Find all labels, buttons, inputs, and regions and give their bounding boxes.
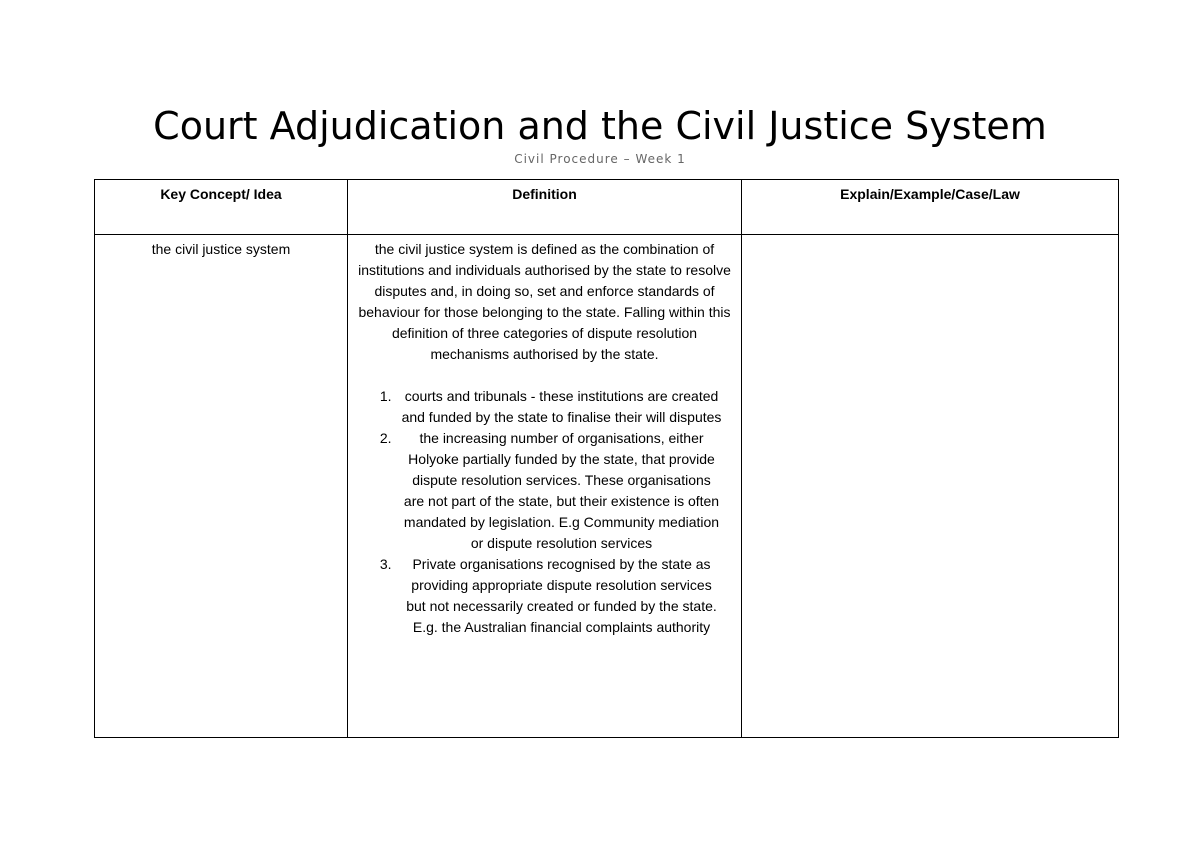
header-explain: Explain/Example/Case/Law	[742, 180, 1119, 235]
list-number: 1.	[379, 388, 392, 404]
cell-explain	[742, 235, 1119, 738]
cell-concept: the civil justice system	[95, 235, 348, 738]
list-text: Private organisations recognised by the state as providing appropriate dispute resolution services but not necessarily created or funded by the state. E.g. the Australian financial complaints authority	[406, 556, 717, 635]
list-item	[354, 386, 735, 428]
list-item	[354, 554, 735, 638]
mechanism-list	[354, 386, 735, 638]
table-header-row	[95, 180, 1119, 235]
list-text: the increasing number of organisations, either Holyoke partially funded by the state, that provide dispute resolution services. These organisations are not part of the state, but their existence is often mandated by legislation. E.g Community mediation or dispute resolution services	[403, 430, 720, 551]
list-number: 3.	[379, 556, 392, 572]
cell-definition	[348, 235, 742, 738]
document-subtitle: Civil Procedure – Week 1	[514, 152, 686, 166]
document-title: Court Adjudication and the Civil Justice System	[153, 104, 1047, 148]
list-text: courts and tribunals - these institutions are created and funded by the state to finalise their will disputes	[401, 388, 722, 425]
list-item	[354, 428, 735, 554]
concept-table	[94, 179, 1119, 738]
table-row	[95, 235, 1119, 738]
header-key-concept: Key Concept/ Idea	[95, 180, 348, 235]
header-definition: Definition	[348, 180, 742, 235]
list-number: 2.	[379, 430, 392, 446]
definition-text: the civil justice system is defined as the combination of institutions and individuals authorised by the state to resolve disputes and, in doing so, set and enforce standards of behaviour for those belonging to the state. Falling within this definition of three categories of dispute resolution mechanisms authorised by the state.	[358, 241, 731, 362]
